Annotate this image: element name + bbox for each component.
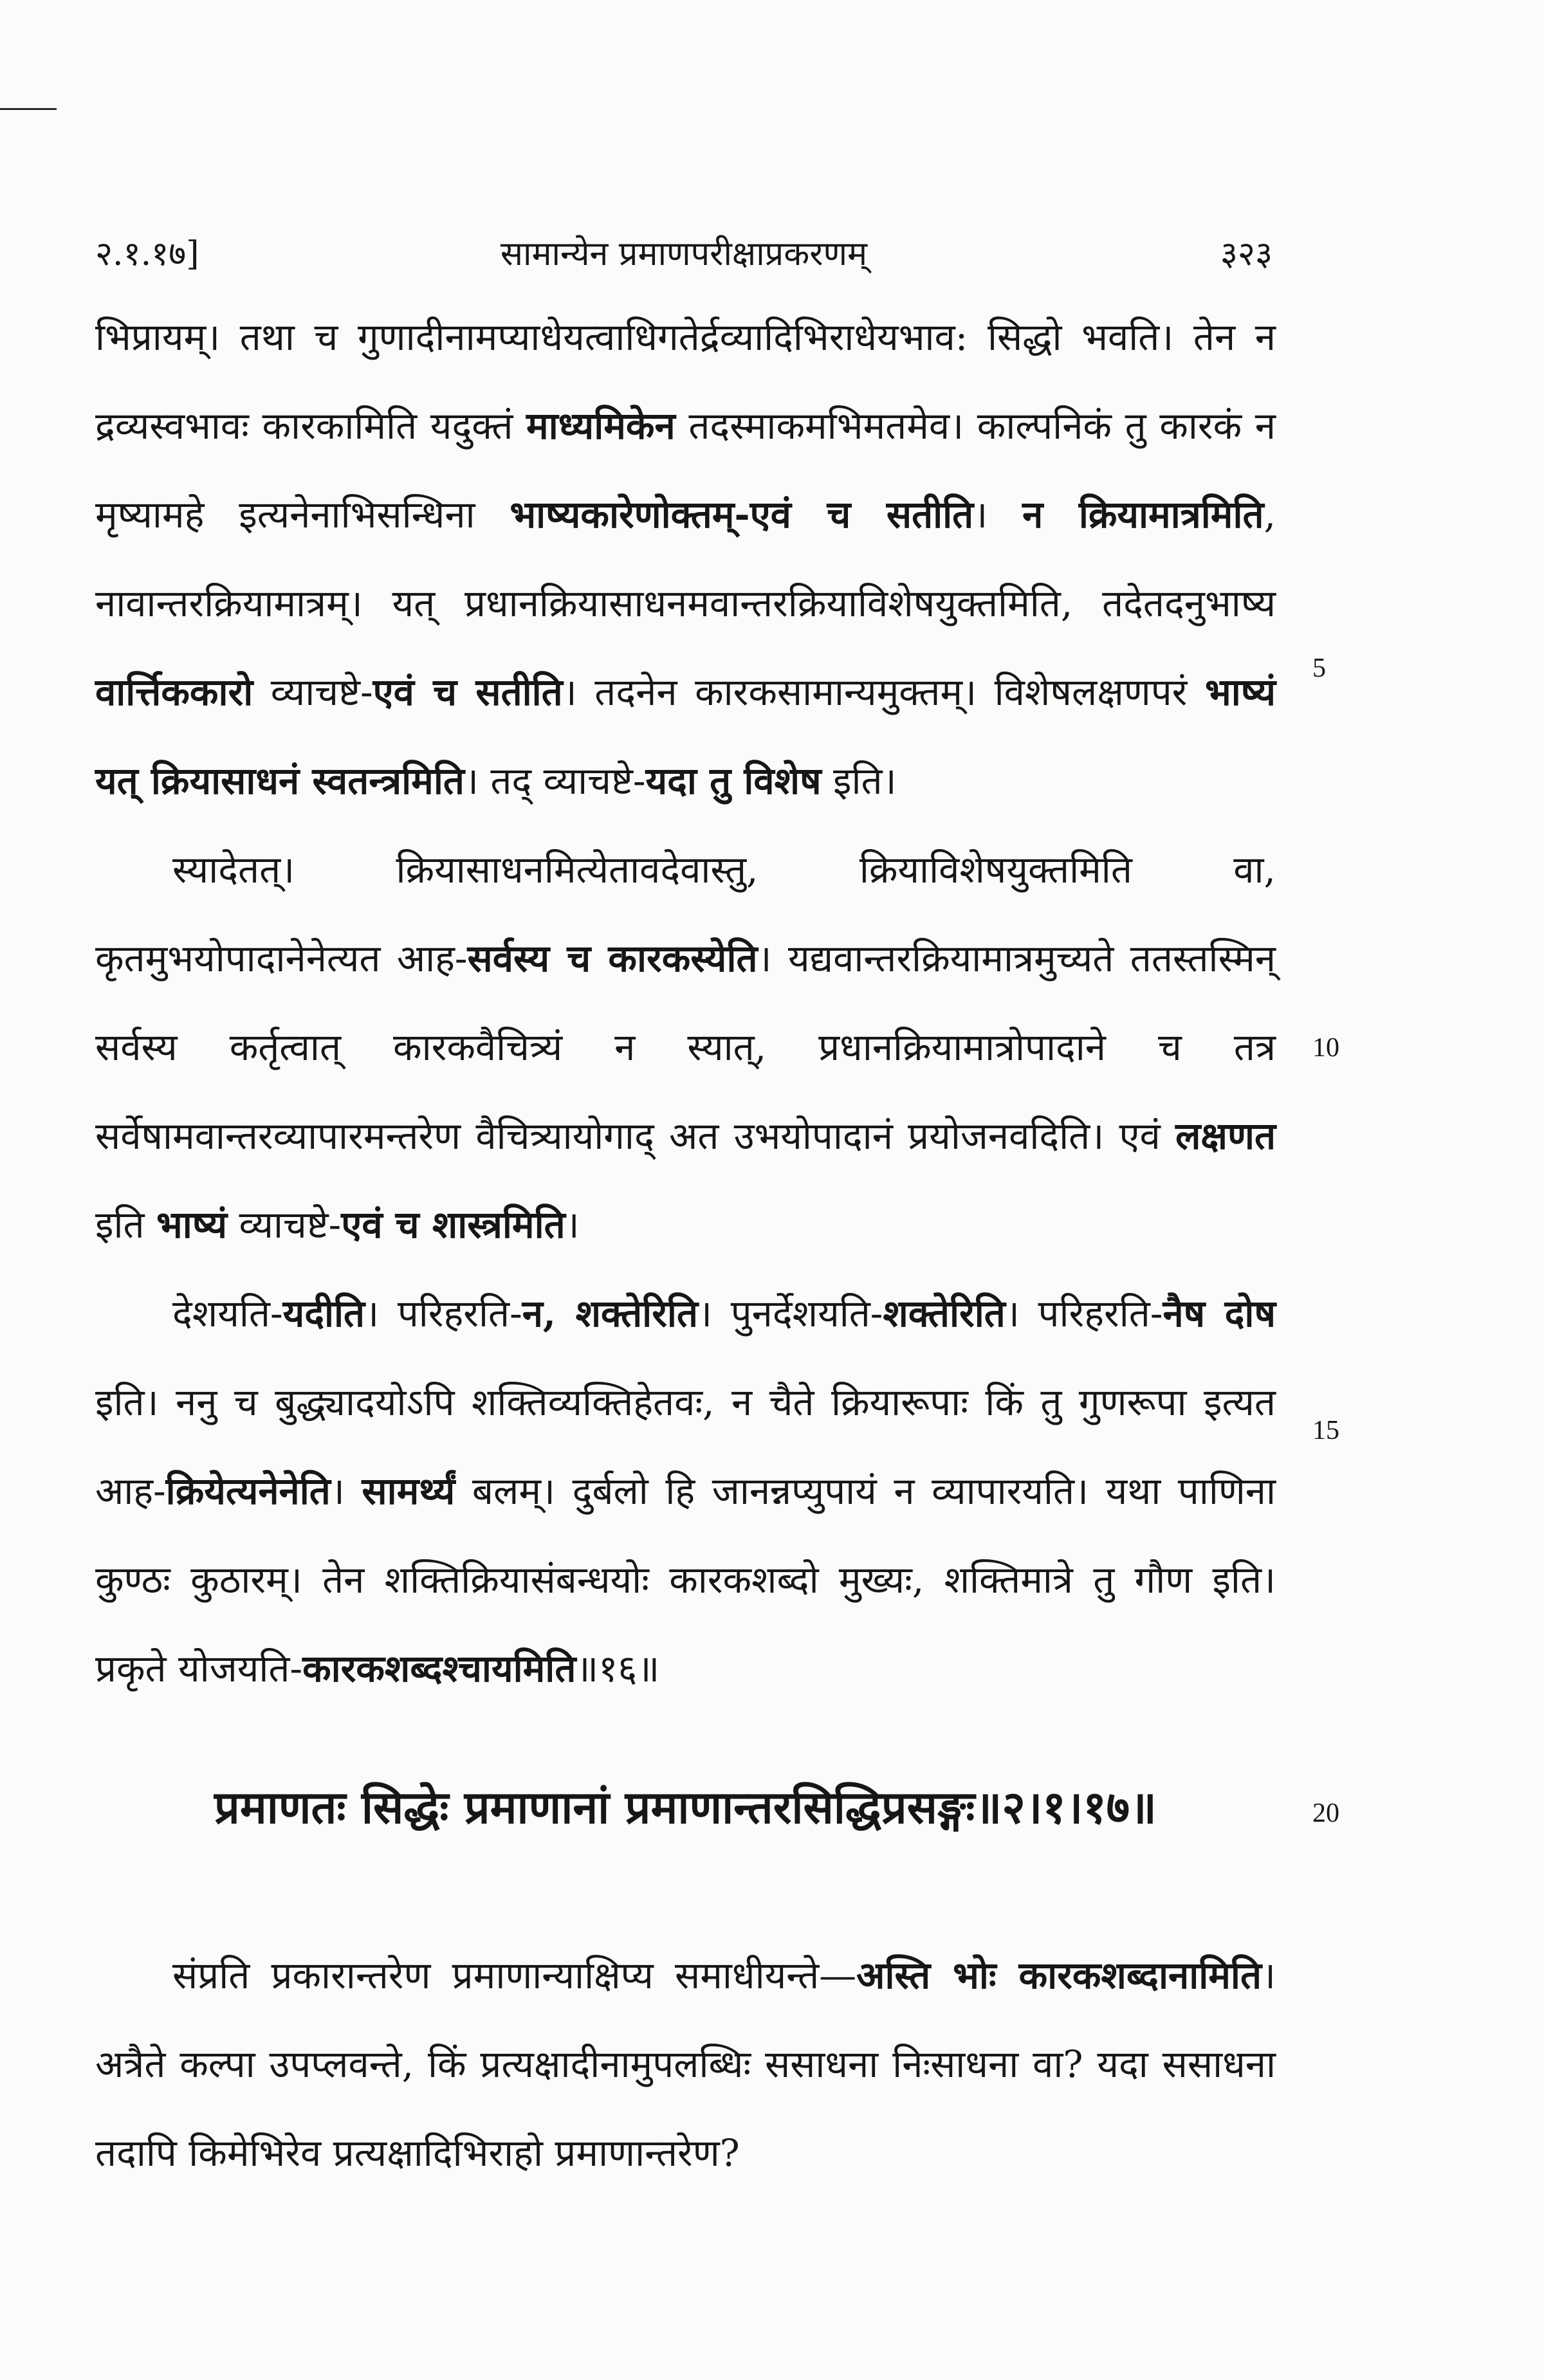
sutra-heading: प्रमाणतः सिद्धेः प्रमाणानां प्रमाणान्तरसिद्धिप्रसङ्गः॥२।१।१७॥	[214, 1780, 1157, 1834]
bold-quote: भाष्यकारेणोक्तम्-एवं च सतीति	[510, 493, 974, 536]
bold-quote: वार्त्तिककारो	[95, 670, 253, 714]
text-run: व्याचष्टे-	[227, 1203, 342, 1247]
text-run: बलम्। दुर्बलो हि जानन्नप्युपायं न व्यापारयति। यथा पाणिना कुण्ठः कुठारम्। तेन शक्तिक्रियासंबन्धयोः कारकशब्दो मुख्यः, शक्तिमात्रे तु गौण इति। प्रकृते योजयति-	[95, 1469, 1276, 1690]
text-run: । परिहरति-	[1005, 1292, 1163, 1335]
scan-margin-line	[0, 108, 57, 110]
paragraph	[95, 293, 1276, 825]
line-number-15: 15	[1312, 1416, 1339, 1445]
text-run: व्याचष्टे-	[253, 670, 373, 714]
bold-quote: नैष दोष	[1163, 1292, 1276, 1335]
text-run: । तदनेन कारकसामान्यमुक्तम्। विशेषलक्षणपरं	[562, 670, 1205, 714]
text-run: , नावान्तरक्रियामात्रम्। यत् प्रधानक्रियासाधनमवान्तरक्रियाविशेषयुक्तमिति, तदेतदनुभाष्य	[95, 493, 1276, 625]
paragraph	[95, 1269, 1276, 1713]
text-run: । यद्यवान्तरक्रियामात्रमुच्यते ततस्तस्मिन् सर्वस्य कर्तृत्वात् कारकवैचित्र्यं न स्यात्, प्रधानक्रियामात्रोपादाने च तत्र सर्वेषामवान्तरव्यापारमन्तरेण वैचित्र्यायोगाद् अत उभयोपादानं प्रयोजनवदिति। एवं	[95, 937, 1276, 1158]
text-run: देशयति-	[172, 1292, 283, 1335]
text-run: संप्रति प्रकारान्तरेण प्रमाणान्याक्षिप्य समाधीयन्ते—	[172, 1954, 857, 1997]
line-number-10: 10	[1312, 1033, 1339, 1063]
bold-quote: न क्रियामात्रमिति	[1022, 493, 1264, 536]
commentary-text-upper	[95, 293, 1276, 1713]
text-run: । पुनर्देशयति-	[698, 1292, 883, 1335]
bold-quote: अस्ति भोः कारकशब्दानामिति	[856, 1954, 1262, 1997]
header-page-number: ३२३	[1220, 235, 1273, 273]
commentary-text-lower	[95, 1931, 1276, 2197]
bold-quote: क्रियेत्यनेनेति	[165, 1469, 331, 1513]
header-title: सामान्येन प्रमाणपरीक्षाप्रकरणम्	[500, 235, 868, 273]
paragraph	[95, 1931, 1276, 2197]
bold-quote: यदा तु विशेष	[645, 759, 822, 803]
line-number-5: 5	[1312, 654, 1326, 683]
bold-quote: कारकशब्दश्चायमिति	[302, 1647, 576, 1690]
text-run: ।	[973, 493, 1023, 536]
text-run: । परिहरति-	[365, 1292, 522, 1335]
text-run: इति।	[821, 759, 897, 803]
bold-quote: भाष्यं यत् क्रियासाधनं स्वतन्त्रमिति	[95, 670, 1276, 803]
text-run: ॥१६॥	[576, 1647, 660, 1690]
bold-quote: भाष्यं	[156, 1203, 228, 1247]
bold-quote: माध्यमिकेन	[526, 404, 676, 448]
bold-quote: न, शक्तेरिति	[522, 1292, 698, 1335]
text-run: इति। ननु च बुद्ध्यादयोऽपि शक्तिव्यक्तिहेतवः, न चैते क्रियारूपाः किं तु गुणरूपा इत्यत आह-	[95, 1380, 1276, 1513]
text-run: तदस्माकमभिमतमेव। काल्पनिकं तु कारकं न मृष्यामहे इत्यनेनाभिसन्धिना	[95, 404, 1276, 536]
text-run: ।	[330, 1469, 362, 1513]
bold-quote: एवं च शास्त्रमिति	[341, 1203, 565, 1247]
paragraph	[95, 825, 1276, 1269]
bold-quote: सर्वस्य च कारकस्येति	[467, 937, 758, 980]
text-run: स्यादेतत्। क्रियासाधनमित्येतावदेवास्तु, क्रियाविशेषयुक्तमिति वा, कृतमुभयोपादानेनेत्यत आह-	[95, 848, 1276, 980]
header-section-ref: २.१.१७]	[95, 235, 199, 273]
text-run: । अत्रैते कल्पा उपप्लवन्ते, किं प्रत्यक्षादीनामुपलब्धिः ससाधना निःसाधना वा? यदा ससाधना तदापि किमेभिरेव प्रत्यक्षादिभिराहो प्रमाणान्तरेण?	[95, 1954, 1276, 2175]
bold-quote: सामर्थ्यं	[362, 1469, 455, 1513]
running-header	[95, 232, 1273, 277]
text-run: । तद् व्याचष्टे-	[464, 759, 646, 803]
bold-quote: एवं च सतीति	[372, 670, 563, 714]
text-run: भिप्रायम्। तथा च गुणादीनामप्याधेयत्वाधिगतेर्द्रव्यादिभिराधेयभाव: सिद्धो भवति। तेन न द्रव्यस्वभावः कारकामिति यदुक्तं	[95, 315, 1276, 448]
line-number-20: 20	[1312, 1799, 1339, 1828]
bold-quote: यदीति	[282, 1292, 365, 1335]
bold-quote: शक्तेरिति	[883, 1292, 1006, 1335]
text-run: ।	[565, 1203, 580, 1247]
bold-quote: लक्षणत	[1175, 1114, 1276, 1158]
text-run: इति	[95, 1203, 156, 1247]
